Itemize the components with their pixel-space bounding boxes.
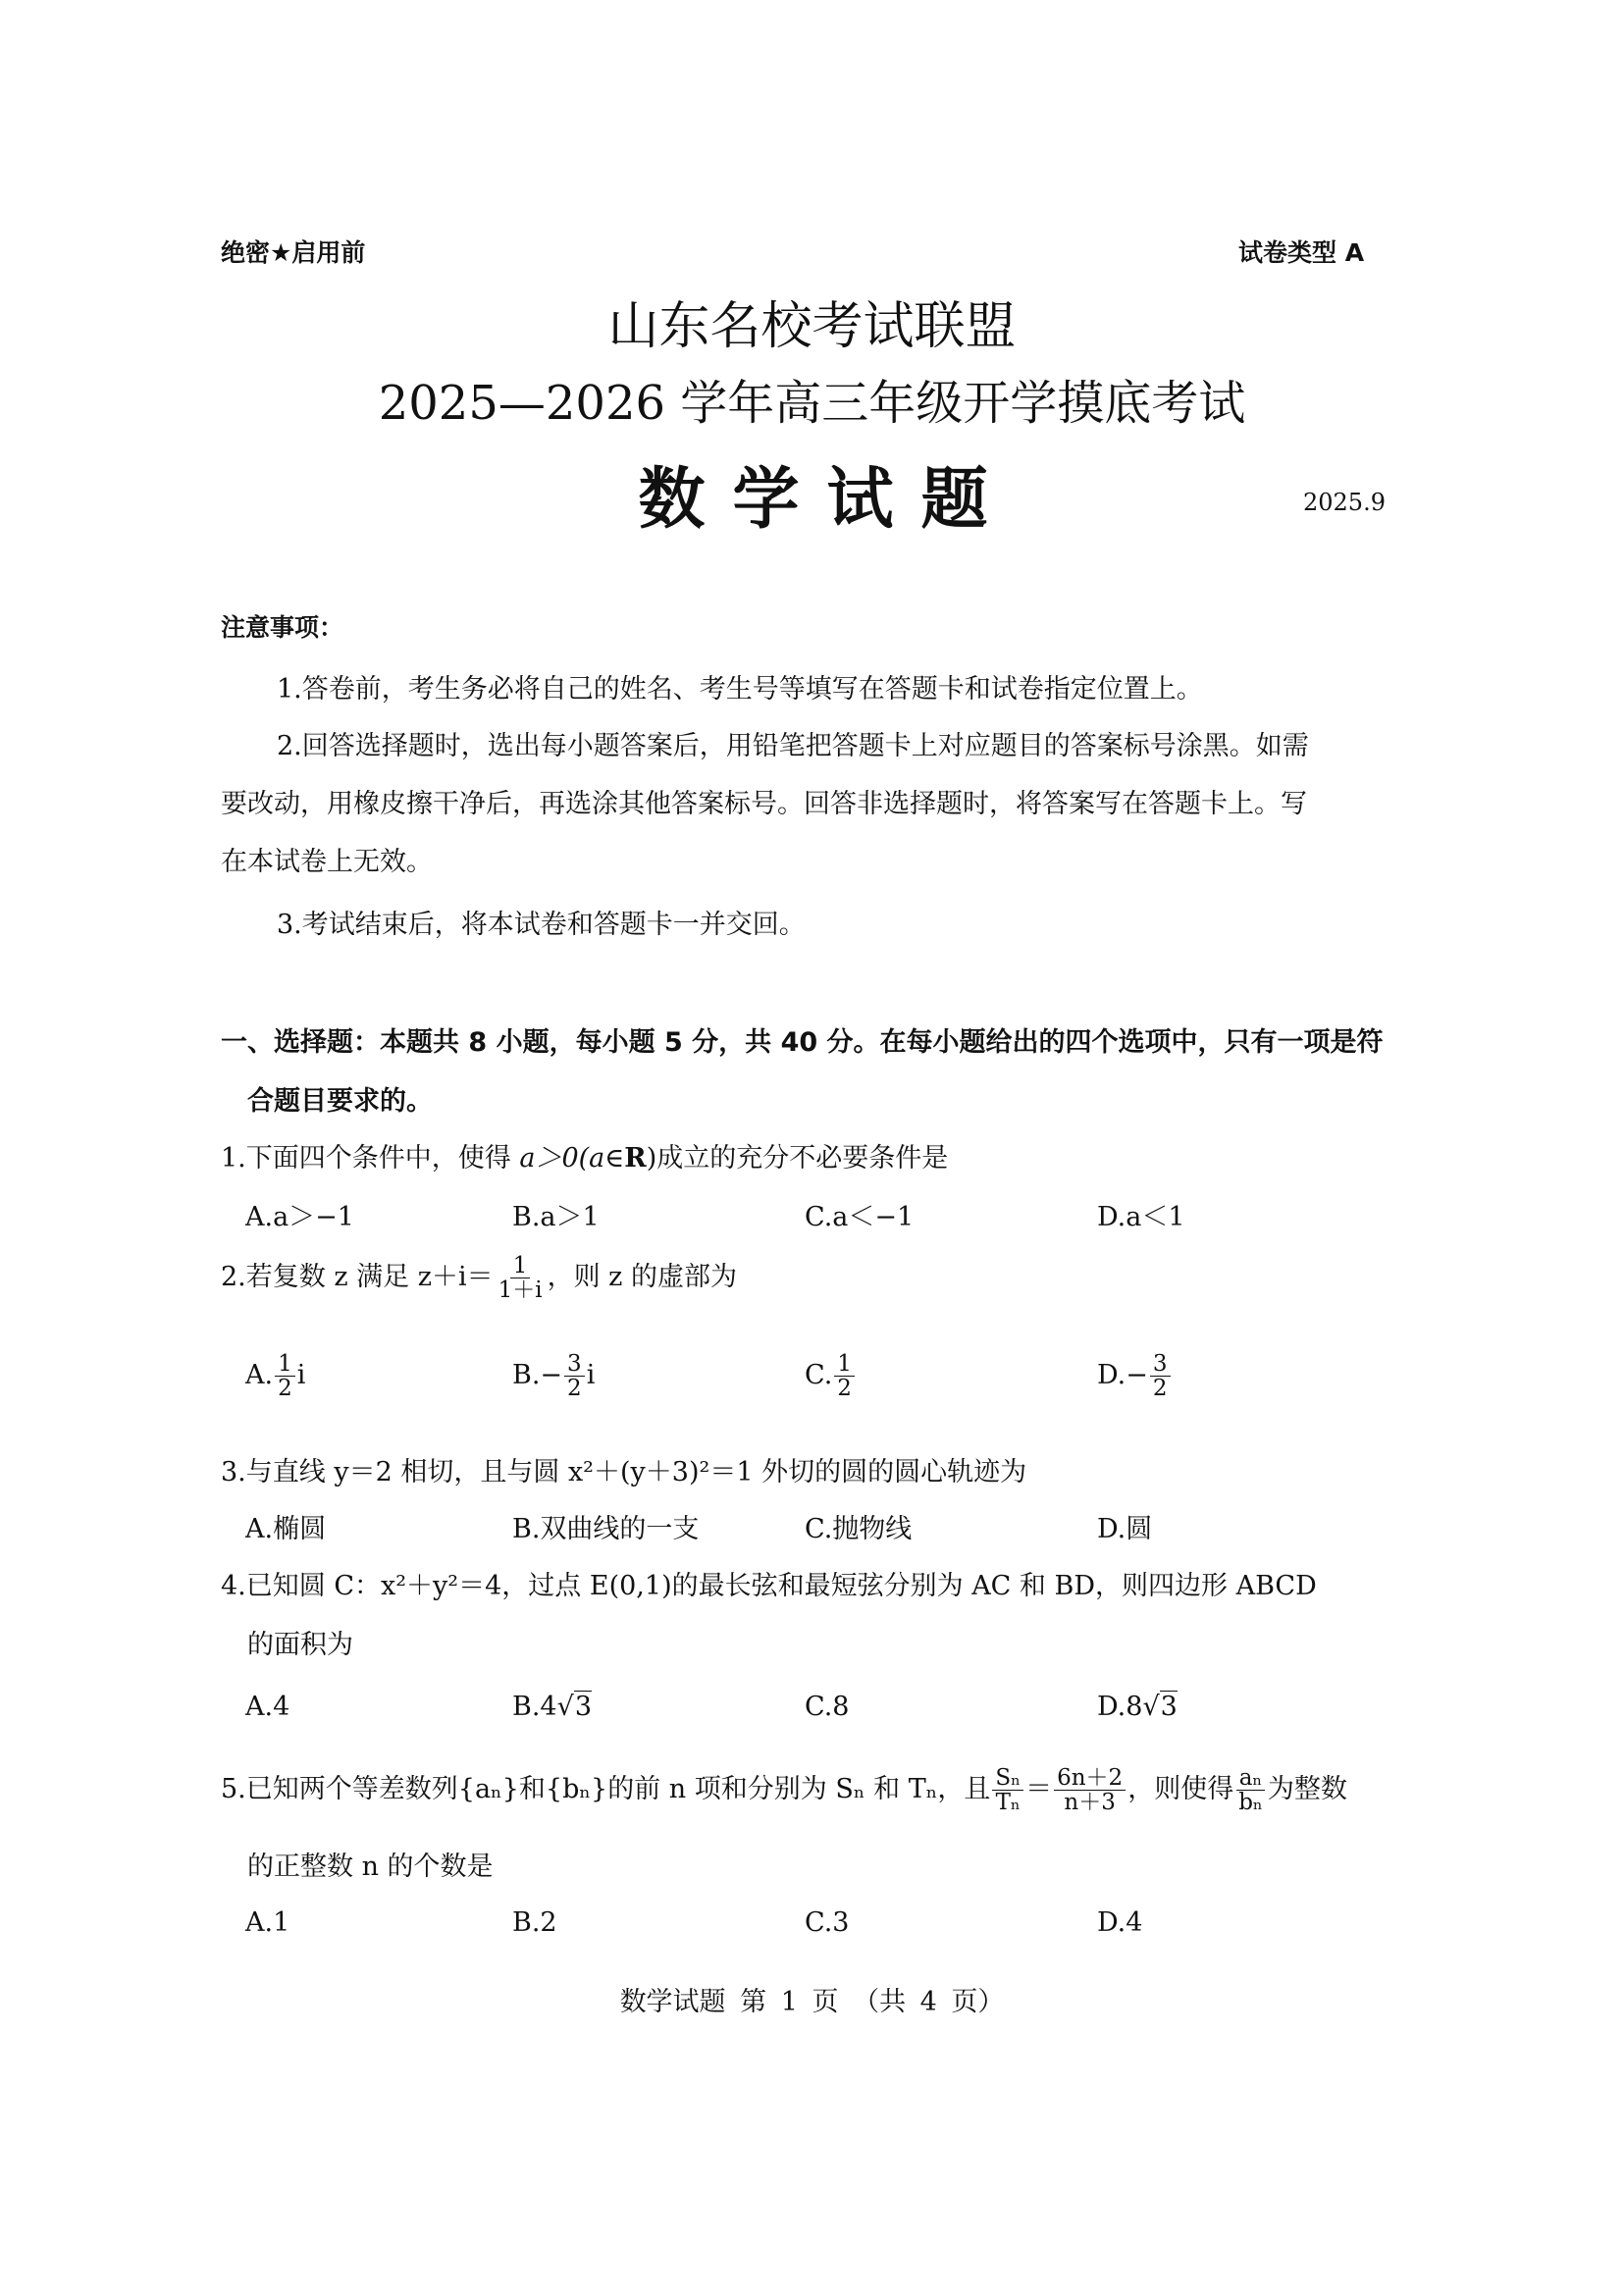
notice-heading: 注意事项： <box>221 613 344 642</box>
q5-sum-ratio <box>992 1766 1023 1814</box>
q5-option-d: D.4 <box>1097 1907 1143 1938</box>
q3-option-d: D.圆 <box>1097 1514 1153 1544</box>
q2-b-num: 3 <box>564 1352 585 1377</box>
q1-option-b: B.a＞1 <box>512 1202 600 1232</box>
q5-stem-mid: ，则使得 <box>1127 1774 1234 1805</box>
q2-stem-pre: 2.若复数 z 满足 z＋i＝ <box>221 1262 494 1293</box>
q2-b-den: 2 <box>567 1376 582 1402</box>
q1-real-set: R <box>624 1143 647 1174</box>
notice-item-1: 1.答卷前，考生务必将自己的姓名、考生号等填写在答题卡和试卷指定位置上。 <box>277 674 1203 704</box>
notice-item-2-line-1: 2.回答选择题时，选出每小题答案后，用铅笔把答题卡上对应题目的答案标号涂黑。如需 <box>277 731 1309 761</box>
q2-a-label: A. <box>245 1360 274 1391</box>
q5-sum-ratio-num: Sₙ <box>992 1766 1023 1791</box>
subject-title: 数学试题 <box>638 461 1016 539</box>
q1-option-c: C.a＜−1 <box>805 1202 915 1232</box>
section-1-instructions: 一、选择题：本题共 8 小题，每小题 5 分，共 40 分。在每小题给出的四个选项中，只有一项是符 <box>221 1027 1384 1058</box>
q4-b-label: B.4 <box>512 1692 557 1722</box>
q2-option-a <box>245 1352 305 1400</box>
notice-item-3: 3.考试结束后，将本试卷和答题卡一并交回。 <box>277 910 806 940</box>
q2-fraction-den: 1＋i <box>498 1278 543 1304</box>
q2-b-fraction <box>564 1352 585 1400</box>
notice-item-2-line-2: 要改动，用橡皮擦干净后，再选涂其他答案标号。回答非选择题时，将答案写在答题卡上。写 <box>221 789 1307 819</box>
q2-fraction-num: 1 <box>510 1254 531 1278</box>
q2-a-num: 1 <box>275 1352 295 1377</box>
q2-d-fraction <box>1150 1352 1171 1400</box>
question-1-stem <box>221 1136 948 1174</box>
q2-a-den: 2 <box>278 1376 292 1402</box>
q5-equals: ＝ <box>1025 1774 1053 1805</box>
q2-a-fraction <box>275 1352 295 1400</box>
q5-option-a: A.1 <box>245 1907 290 1938</box>
q2-stem-post: ，则 z 的虚部为 <box>547 1262 737 1293</box>
q5-sum-ratio-den: Tₙ <box>995 1790 1021 1816</box>
q4-b-radicand: 3 <box>574 1692 593 1722</box>
question-4-stem-cont: 的面积为 <box>247 1630 353 1660</box>
question-2-stem <box>221 1254 737 1302</box>
q5-rhs-den: n＋3 <box>1064 1790 1116 1816</box>
q2-d-den: 2 <box>1152 1376 1168 1402</box>
q5-stem-pre: 5.已知两个等差数列{aₙ}和{bₙ}的前 n 项和分别为 Sₙ 和 Tₙ，且 <box>221 1774 991 1805</box>
exam-date: 2025.9 <box>1303 489 1386 516</box>
q2-b-unit: i <box>586 1360 596 1391</box>
q4-option-c: C.8 <box>805 1692 850 1722</box>
paper-type-label: 试卷类型 A <box>1238 238 1365 267</box>
section-1-instructions-cont: 合题目要求的。 <box>247 1086 433 1117</box>
q2-a-unit: i <box>296 1360 306 1391</box>
q2-fraction <box>496 1254 546 1302</box>
q2-c-num: 1 <box>834 1352 855 1377</box>
q5-term-ratio-num: aₙ <box>1236 1766 1266 1791</box>
q1-stem-pre: 1.下面四个条件中，使得 <box>221 1143 520 1174</box>
q4-option-a: A.4 <box>245 1692 290 1722</box>
confidential-label: 绝密★启用前 <box>221 238 366 267</box>
q2-option-b <box>512 1352 595 1400</box>
q1-stem-post: )成立的充分不必要条件是 <box>646 1143 949 1174</box>
q4-option-d: D.8√3 <box>1097 1692 1178 1722</box>
q2-c-den: 2 <box>837 1376 852 1402</box>
q3-option-c: C.抛物线 <box>805 1514 913 1544</box>
q2-option-c <box>805 1352 857 1400</box>
q5-rhs-fraction <box>1054 1766 1126 1814</box>
exam-alliance-title: 山东名校考试联盟 <box>607 297 1017 356</box>
q5-stem-post: 为整数 <box>1267 1774 1347 1805</box>
question-5-stem-cont: 的正整数 n 的个数是 <box>247 1852 494 1882</box>
q2-b-label: B.− <box>512 1360 563 1391</box>
q2-option-d <box>1097 1352 1173 1400</box>
q2-d-num: 3 <box>1150 1352 1171 1377</box>
q1-option-d: D.a＜1 <box>1097 1202 1185 1232</box>
q1-option-a: A.a＞−1 <box>245 1202 354 1232</box>
q4-d-radicand: 3 <box>1160 1692 1178 1722</box>
q5-option-b: B.2 <box>512 1907 557 1938</box>
q5-rhs-num: 6n＋2 <box>1054 1766 1126 1791</box>
question-3-stem: 3.与直线 y＝2 相切，且与圆 x²＋(y＋3)²＝1 外切的圆的圆心轨迹为 <box>221 1457 1027 1487</box>
page-footer: 数学试题 第 1 页 （共 4 页） <box>619 1987 1005 2017</box>
q2-d-label: D.− <box>1097 1360 1148 1391</box>
question-5-stem <box>221 1766 1347 1814</box>
exam-name-title: 2025—2026 学年高三年级开学摸底考试 <box>378 376 1246 431</box>
q5-term-ratio <box>1235 1766 1266 1814</box>
q4-d-label: D.8 <box>1097 1692 1143 1722</box>
question-4-stem: 4.已知圆 C：x²＋y²＝4，过点 E(0,1)的最长弦和最短弦分别为 AC 和 BD，则四边形 ABCD <box>221 1571 1317 1601</box>
notice-item-2-line-3: 在本试卷上无效。 <box>221 847 433 877</box>
q2-c-label: C. <box>805 1360 833 1391</box>
q3-option-b: B.双曲线的一支 <box>512 1514 700 1544</box>
q5-option-c: C.3 <box>805 1907 850 1938</box>
q4-option-b: B.4√3 <box>512 1692 593 1722</box>
q1-condition: a＞0(a∈ <box>519 1143 625 1174</box>
q3-option-a: A.椭圆 <box>245 1514 327 1544</box>
q2-c-fraction <box>834 1352 855 1400</box>
q5-term-ratio-den: bₙ <box>1238 1790 1263 1816</box>
